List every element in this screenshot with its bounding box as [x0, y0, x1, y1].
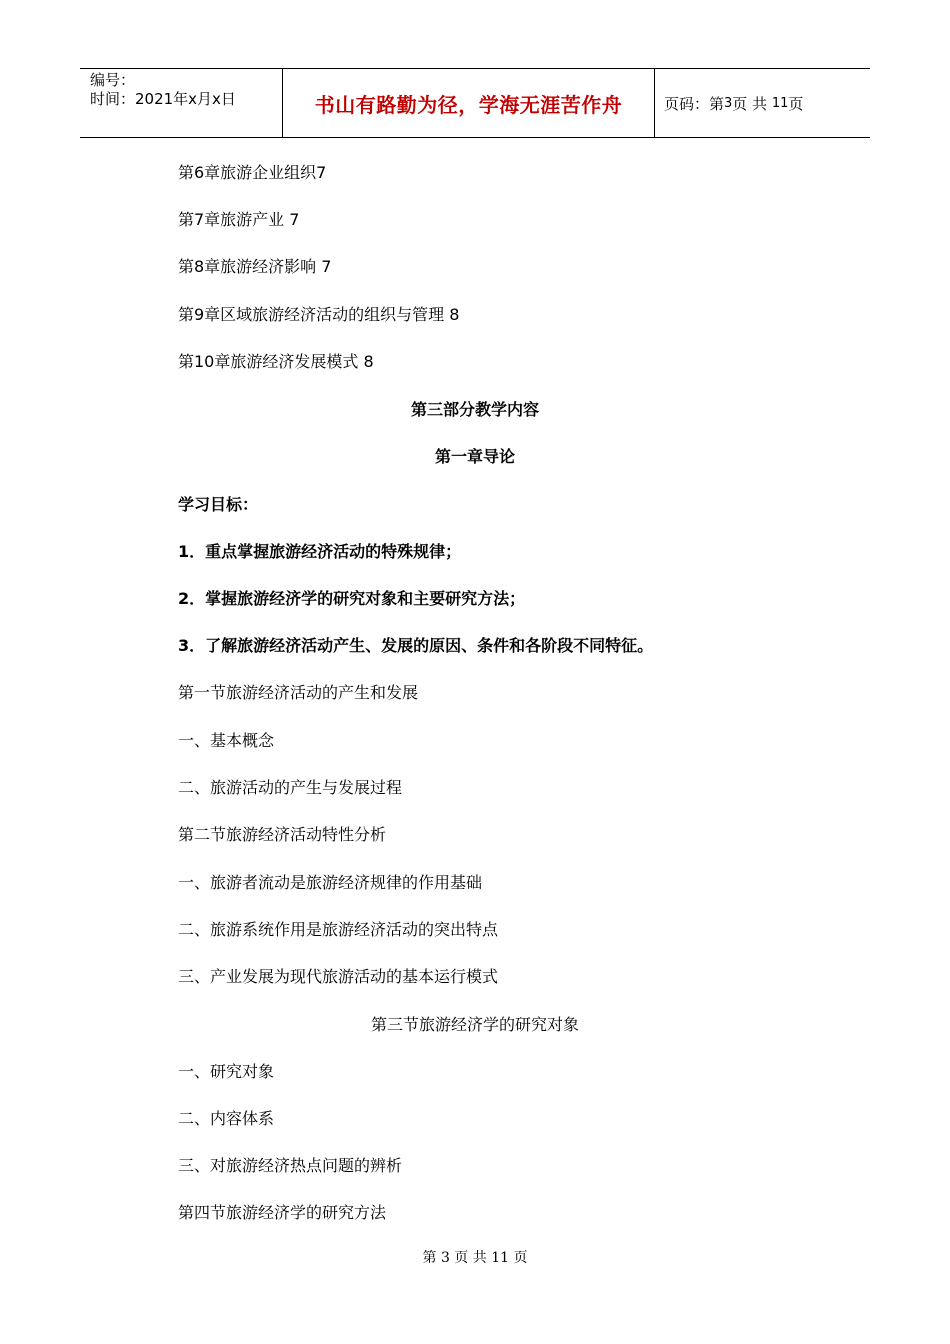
section-heading: 第三节旅游经济学的研究对象	[370, 1015, 579, 1034]
part-title: 第三部分教学内容	[410, 400, 539, 419]
section-heading: 第一节旅游经济活动的产生和发展	[178, 683, 419, 702]
page-total: 11	[771, 95, 789, 111]
header-page-info	[655, 69, 870, 137]
toc-item: 第7章旅游产业 7	[178, 210, 300, 229]
body-line: 一、研究对象	[178, 1062, 275, 1081]
page-header	[80, 68, 870, 138]
body-line: 二、旅游系统作用是旅游经济活动的突出特点	[178, 920, 499, 939]
chapter-title: 第一章导论	[434, 447, 515, 466]
objective-item: 3．了解旅游经济活动产生、发展的原因、条件和各阶段不同特征。	[178, 636, 654, 655]
header-meta	[80, 69, 282, 137]
page-footer: 第 3 页 共 11 页	[422, 1250, 528, 1266]
toc-item: 第9章区域旅游经济活动的组织与管理 8	[178, 305, 460, 324]
page-suffix: 页	[788, 94, 804, 113]
body-line: 一、旅游者流动是旅游经济规律的作用基础	[178, 873, 483, 892]
section-heading: 第二节旅游经济活动特性分析	[178, 825, 387, 844]
body-line: 二、旅游活动的产生与发展过程	[178, 778, 403, 797]
body-line: 二、内容体系	[178, 1109, 275, 1128]
objectives-label: 学习目标：	[178, 495, 259, 514]
body-line: 三、对旅游经济热点问题的辨析	[178, 1156, 403, 1175]
document-time: 时间：2021年x月x日	[90, 90, 236, 108]
toc-item: 第6章旅游企业组织7	[178, 163, 327, 182]
header-motto-cell	[282, 69, 655, 137]
page-current: 3	[724, 95, 733, 111]
objective-item: 2．掌握旅游经济学的研究对象和主要研究方法；	[178, 589, 526, 608]
page-mid: 页 共	[732, 94, 768, 113]
page-prefix: 页码：第	[664, 94, 725, 113]
toc-item: 第10章旅游经济发展模式 8	[178, 352, 374, 371]
document-number: 编号：	[90, 71, 136, 89]
section-heading: 第四节旅游经济学的研究方法	[178, 1203, 387, 1222]
body-line: 三、产业发展为现代旅游活动的基本运行模式	[178, 967, 499, 986]
objective-item: 1．重点掌握旅游经济活动的特殊规律；	[178, 542, 462, 561]
toc-item: 第8章旅游经济影响 7	[178, 257, 332, 276]
body-line: 一、基本概念	[178, 731, 275, 750]
header-motto: 书山有路勤为径，学海无涯苦作舟	[314, 92, 623, 117]
